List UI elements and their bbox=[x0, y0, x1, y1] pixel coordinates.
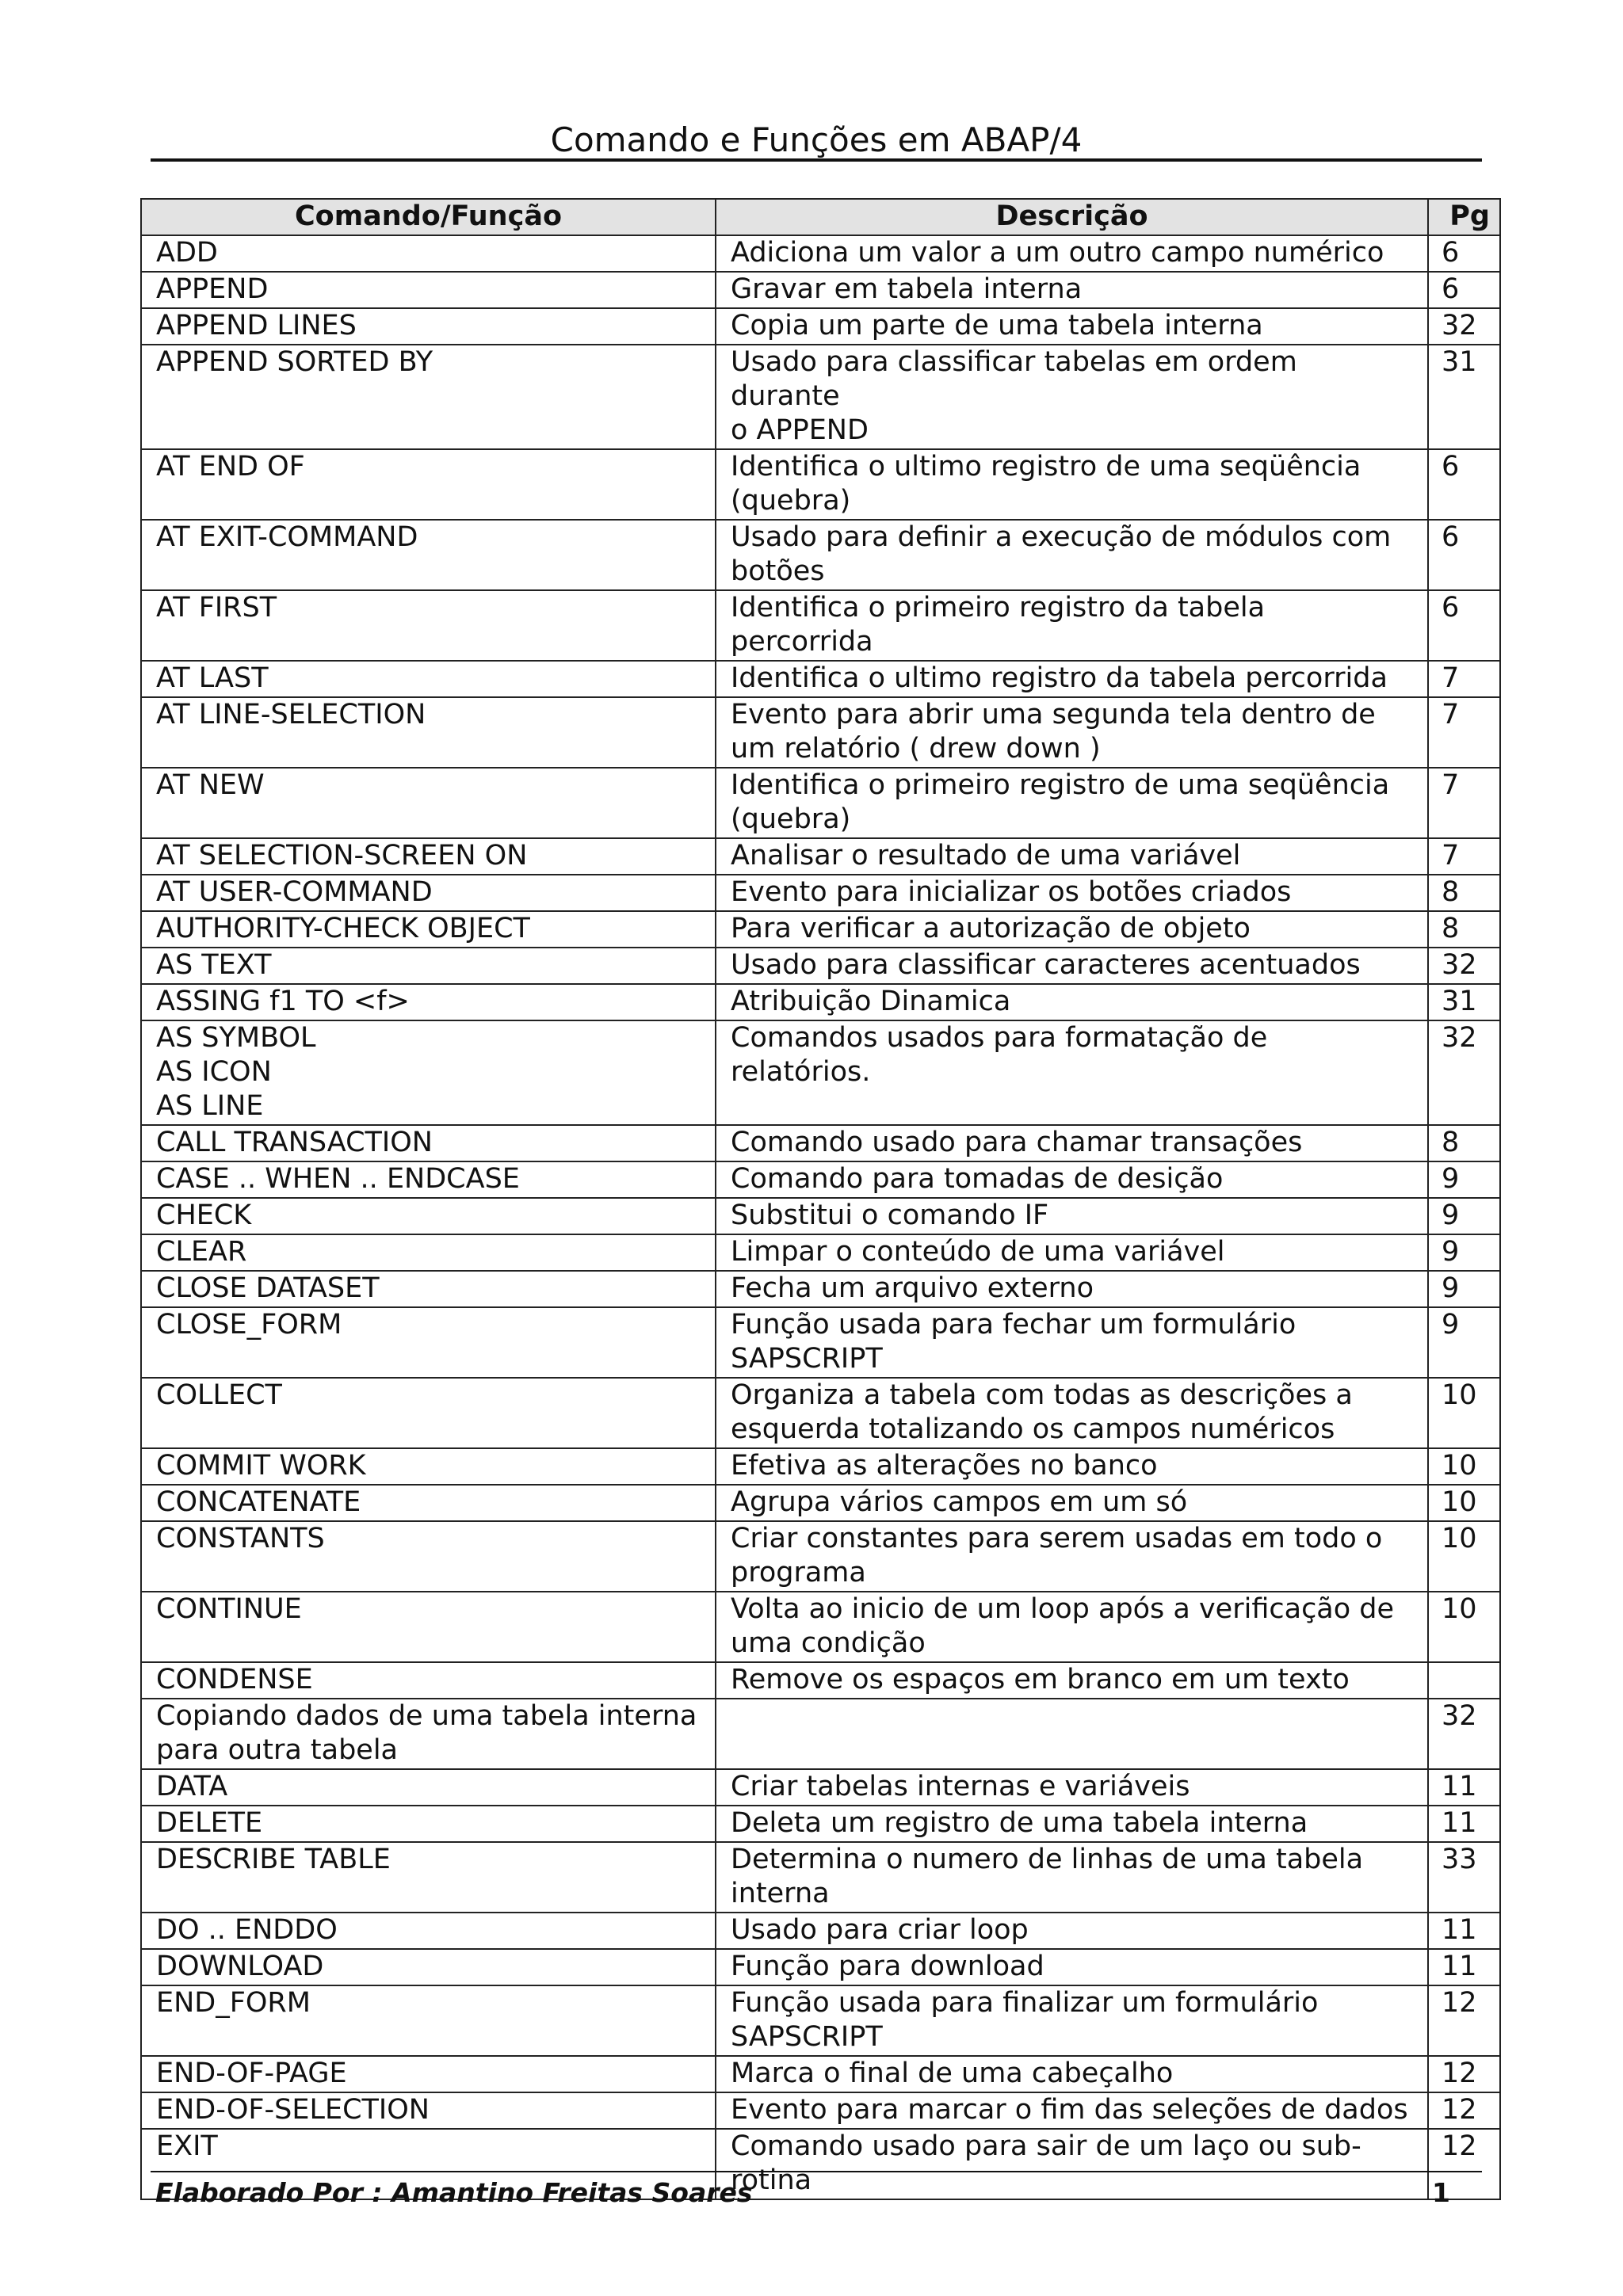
description-text: Organiza a tabela com todas as descrições a bbox=[731, 1379, 1353, 1411]
table-row bbox=[141, 1913, 1500, 1949]
description-text: Evento para inicializar os botões criados bbox=[731, 876, 1292, 908]
description-text: Analisar o resultado de uma variável bbox=[731, 840, 1241, 871]
description-cell bbox=[716, 661, 1428, 697]
table-row bbox=[141, 875, 1500, 911]
page-cell bbox=[1428, 1806, 1500, 1842]
table-header-row bbox=[141, 199, 1500, 235]
page-cell bbox=[1428, 984, 1500, 1020]
description-cell bbox=[716, 1234, 1428, 1271]
page-number: 6 bbox=[1442, 273, 1460, 305]
commands-table bbox=[140, 198, 1501, 2200]
description-cell bbox=[716, 345, 1428, 449]
page-cell bbox=[1428, 2092, 1500, 2129]
command-cell bbox=[141, 235, 716, 272]
page-cell bbox=[1428, 1378, 1500, 1448]
description-text: Identifica o ultimo registro da tabela percorrida bbox=[731, 662, 1388, 694]
description-text: rotina bbox=[731, 2164, 812, 2196]
command-cell bbox=[141, 1592, 716, 1662]
command-text: AT NEW bbox=[156, 769, 265, 801]
command-text: DESCRIBE TABLE bbox=[156, 1844, 391, 1875]
page-cell bbox=[1428, 1769, 1500, 1806]
page-cell bbox=[1428, 948, 1500, 984]
table-row bbox=[141, 1985, 1500, 2056]
command-cell bbox=[141, 1806, 716, 1842]
command-text: AS LINE bbox=[156, 1090, 264, 1122]
table-row bbox=[141, 911, 1500, 948]
description-cell bbox=[716, 1842, 1428, 1913]
description-text: Evento para marcar o fim das seleções de dados bbox=[731, 2094, 1408, 2126]
page-cell bbox=[1428, 1234, 1500, 1271]
description-cell bbox=[716, 1985, 1428, 2056]
page-number: 9 bbox=[1442, 1199, 1460, 1231]
description-text: (quebra) bbox=[731, 485, 851, 517]
page-cell bbox=[1428, 1662, 1500, 1699]
description-text: Fecha um arquivo externo bbox=[731, 1272, 1094, 1304]
command-cell bbox=[141, 1448, 716, 1485]
description-text: Identifica o primeiro registro da tabela bbox=[731, 592, 1266, 624]
command-text: para outra tabela bbox=[156, 1734, 399, 1766]
command-cell bbox=[141, 1662, 716, 1699]
table-row bbox=[141, 984, 1500, 1020]
description-text: Usado para definir a execução de módulos com bbox=[731, 521, 1392, 553]
page-cell bbox=[1428, 1985, 1500, 2056]
description-text: Função usada para fechar um formulário bbox=[731, 1309, 1296, 1341]
page-number: 6 bbox=[1442, 521, 1460, 553]
description-text: o APPEND bbox=[731, 414, 869, 446]
command-text: AT SELECTION-SCREEN ON bbox=[156, 840, 528, 871]
command-text: CONTINUE bbox=[156, 1593, 302, 1625]
page-cell bbox=[1428, 1592, 1500, 1662]
footer-author: Elaborado Por : Amantino Freitas Soares bbox=[155, 2177, 753, 2208]
table-row bbox=[141, 1769, 1500, 1806]
table-row bbox=[141, 1020, 1500, 1125]
page-cell bbox=[1428, 449, 1500, 520]
page-number: 10 bbox=[1442, 1523, 1477, 1554]
table-row bbox=[141, 768, 1500, 838]
description-cell bbox=[716, 875, 1428, 911]
description-text: botões bbox=[731, 555, 825, 587]
page-cell bbox=[1428, 661, 1500, 697]
description-cell bbox=[716, 2092, 1428, 2129]
page-cell bbox=[1428, 1198, 1500, 1234]
page-cell bbox=[1428, 235, 1500, 272]
description-text: SAPSCRIPT bbox=[731, 2021, 883, 2053]
description-text: Volta ao inicio de um loop após a verificação de bbox=[731, 1593, 1395, 1625]
description-text: esquerda totalizando os campos numéricos bbox=[731, 1413, 1335, 1445]
page-number: 32 bbox=[1442, 949, 1477, 981]
table-row bbox=[141, 1271, 1500, 1307]
description-text: Usado para criar loop bbox=[731, 1914, 1029, 1946]
command-text: APPEND LINES bbox=[156, 310, 357, 341]
table-row bbox=[141, 661, 1500, 697]
command-text: COMMIT WORK bbox=[156, 1450, 366, 1482]
command-cell bbox=[141, 520, 716, 590]
command-text: AT LINE-SELECTION bbox=[156, 699, 426, 730]
command-cell bbox=[141, 661, 716, 697]
description-cell bbox=[716, 308, 1428, 345]
command-cell bbox=[141, 2092, 716, 2129]
description-text: Substitui o comando IF bbox=[731, 1199, 1049, 1231]
table-body bbox=[141, 235, 1500, 2199]
command-cell bbox=[141, 1485, 716, 1521]
description-text: Comando para tomadas de desição bbox=[731, 1163, 1224, 1195]
page-cell bbox=[1428, 1521, 1500, 1592]
command-cell bbox=[141, 697, 716, 768]
page-cell bbox=[1428, 697, 1500, 768]
page-number: 10 bbox=[1442, 1450, 1477, 1482]
table-row bbox=[141, 838, 1500, 875]
command-cell bbox=[141, 1234, 716, 1271]
page-number: 10 bbox=[1442, 1379, 1477, 1411]
page-number: 12 bbox=[1442, 2130, 1477, 2162]
table-row bbox=[141, 1448, 1500, 1485]
description-text: Identifica o ultimo registro de uma seqüência bbox=[731, 451, 1361, 482]
description-text: Copia um parte de uma tabela interna bbox=[731, 310, 1263, 341]
command-cell bbox=[141, 1769, 716, 1806]
description-cell bbox=[716, 449, 1428, 520]
command-text: AUTHORITY-CHECK OBJECT bbox=[156, 913, 530, 944]
table-row bbox=[141, 948, 1500, 984]
command-cell bbox=[141, 1307, 716, 1378]
description-text: Evento para abrir uma segunda tela dentro de bbox=[731, 699, 1376, 730]
table-row bbox=[141, 1592, 1500, 1662]
command-cell bbox=[141, 308, 716, 345]
command-text: COLLECT bbox=[156, 1379, 282, 1411]
description-cell bbox=[716, 235, 1428, 272]
description-cell bbox=[716, 1161, 1428, 1198]
command-cell bbox=[141, 1378, 716, 1448]
command-text: APPEND SORTED BY bbox=[156, 346, 433, 378]
table-row bbox=[141, 308, 1500, 345]
description-text: programa bbox=[731, 1557, 866, 1589]
command-text: AS TEXT bbox=[156, 949, 272, 981]
table-row bbox=[141, 520, 1500, 590]
description-text: Função para download bbox=[731, 1951, 1044, 1982]
description-cell bbox=[716, 1020, 1428, 1125]
page-number: 32 bbox=[1442, 1022, 1477, 1054]
page-number: 12 bbox=[1442, 1987, 1477, 2019]
command-text: AS SYMBOL bbox=[156, 1022, 316, 1054]
description-text: Comandos usados para formatação de relatórios. bbox=[731, 1022, 1268, 1088]
description-cell bbox=[716, 1198, 1428, 1234]
command-cell bbox=[141, 1271, 716, 1307]
page-number: 7 bbox=[1442, 769, 1460, 801]
command-cell bbox=[141, 948, 716, 984]
description-cell bbox=[716, 2056, 1428, 2092]
table-row bbox=[141, 1949, 1500, 1985]
page-cell bbox=[1428, 590, 1500, 661]
table-row bbox=[141, 1161, 1500, 1198]
page-number: 6 bbox=[1442, 451, 1460, 482]
description-text: Comando usado para sair de um laço ou sub- bbox=[731, 2130, 1361, 2162]
page-cell bbox=[1428, 768, 1500, 838]
description-text: Adiciona um valor a um outro campo numérico bbox=[731, 237, 1384, 269]
page-number: 11 bbox=[1442, 1951, 1477, 1982]
command-text: APPEND bbox=[156, 273, 269, 305]
description-text: (quebra) bbox=[731, 803, 851, 835]
page-number: 33 bbox=[1442, 1844, 1477, 1875]
page-cell bbox=[1428, 1125, 1500, 1161]
description-cell bbox=[716, 590, 1428, 661]
page-number: 31 bbox=[1442, 986, 1477, 1017]
command-text: AT LAST bbox=[156, 662, 269, 694]
page-cell bbox=[1428, 1485, 1500, 1521]
column-header-page: Pg bbox=[1428, 199, 1500, 235]
description-cell bbox=[716, 984, 1428, 1020]
page-number: 9 bbox=[1442, 1272, 1460, 1304]
command-cell bbox=[141, 1198, 716, 1234]
command-cell bbox=[141, 1125, 716, 1161]
table-row bbox=[141, 235, 1500, 272]
description-text: Marca o final de uma cabeçalho bbox=[731, 2058, 1174, 2089]
command-text: AS ICON bbox=[156, 1056, 272, 1088]
description-cell bbox=[716, 1592, 1428, 1662]
page-title: Comando e Funções em ABAP/4 bbox=[550, 120, 1083, 159]
command-text: DELETE bbox=[156, 1807, 263, 1839]
command-cell bbox=[141, 838, 716, 875]
command-cell bbox=[141, 590, 716, 661]
footer-rule bbox=[151, 2171, 1482, 2172]
table-row bbox=[141, 449, 1500, 520]
table-row bbox=[141, 1485, 1500, 1521]
table-row bbox=[141, 1699, 1500, 1769]
page-cell bbox=[1428, 520, 1500, 590]
command-cell bbox=[141, 1913, 716, 1949]
description-text: interna bbox=[731, 1878, 830, 1909]
description-cell bbox=[716, 2129, 1428, 2199]
table-row bbox=[141, 697, 1500, 768]
description-text: Comando usado para chamar transações bbox=[731, 1127, 1303, 1158]
page-number: 9 bbox=[1442, 1236, 1460, 1268]
command-cell bbox=[141, 1699, 716, 1769]
command-cell bbox=[141, 911, 716, 948]
command-cell bbox=[141, 345, 716, 449]
page-number: 31 bbox=[1442, 346, 1477, 378]
command-cell bbox=[141, 2056, 716, 2092]
page-number: 8 bbox=[1442, 1127, 1460, 1158]
table-row bbox=[141, 345, 1500, 449]
page-cell bbox=[1428, 911, 1500, 948]
description-cell bbox=[716, 948, 1428, 984]
command-text: END-OF-PAGE bbox=[156, 2058, 347, 2089]
page-number: 32 bbox=[1442, 1700, 1477, 1732]
table-row bbox=[141, 1198, 1500, 1234]
description-text: percorrida bbox=[731, 626, 873, 658]
page-number: 7 bbox=[1442, 662, 1460, 694]
description-cell bbox=[716, 1271, 1428, 1307]
command-cell bbox=[141, 1842, 716, 1913]
page-cell bbox=[1428, 1949, 1500, 1985]
command-cell bbox=[141, 449, 716, 520]
table-row bbox=[141, 1307, 1500, 1378]
description-cell bbox=[716, 1949, 1428, 1985]
command-text: ASSING f1 TO <f> bbox=[156, 986, 410, 1017]
header-rule bbox=[151, 158, 1482, 162]
page-number: 12 bbox=[1442, 2094, 1477, 2126]
command-cell bbox=[141, 1161, 716, 1198]
description-cell bbox=[716, 838, 1428, 875]
description-cell bbox=[716, 697, 1428, 768]
description-text: Determina o numero de linhas de uma tabela bbox=[731, 1844, 1364, 1875]
command-text: CLOSE_FORM bbox=[156, 1309, 342, 1341]
description-cell bbox=[716, 1125, 1428, 1161]
table-row bbox=[141, 1378, 1500, 1448]
command-text: CONCATENATE bbox=[156, 1486, 361, 1518]
description-cell bbox=[716, 911, 1428, 948]
command-text: CHECK bbox=[156, 1199, 252, 1231]
description-cell bbox=[716, 1307, 1428, 1378]
page-number: 32 bbox=[1442, 310, 1477, 341]
description-text: Função usada para finalizar um formulário bbox=[731, 1987, 1319, 2019]
description-text: Deleta um registro de uma tabela interna bbox=[731, 1807, 1308, 1839]
command-text: AT FIRST bbox=[156, 592, 277, 624]
page-number: 11 bbox=[1442, 1771, 1477, 1802]
page-cell bbox=[1428, 1699, 1500, 1769]
command-text: AT EXIT-COMMAND bbox=[156, 521, 418, 553]
command-text: DATA bbox=[156, 1771, 228, 1802]
table-row bbox=[141, 1842, 1500, 1913]
footer-page-number: 1 bbox=[1432, 2177, 1450, 2208]
description-cell bbox=[716, 520, 1428, 590]
page-number: 8 bbox=[1442, 913, 1460, 944]
description-cell bbox=[716, 1913, 1428, 1949]
page-cell bbox=[1428, 1020, 1500, 1125]
description-text: Atribuição Dinamica bbox=[731, 986, 1011, 1017]
page-cell bbox=[1428, 272, 1500, 308]
command-text: AT USER-COMMAND bbox=[156, 876, 433, 908]
description-text: Agrupa vários campos em um só bbox=[731, 1486, 1188, 1518]
page-cell bbox=[1428, 1271, 1500, 1307]
description-cell bbox=[716, 768, 1428, 838]
command-cell bbox=[141, 1949, 716, 1985]
description-cell bbox=[716, 1769, 1428, 1806]
command-text: CONDENSE bbox=[156, 1664, 313, 1695]
command-text: CLEAR bbox=[156, 1236, 247, 1268]
description-text: Identifica o primeiro registro de uma seqüência bbox=[731, 769, 1390, 801]
description-text: Limpar o conteúdo de uma variável bbox=[731, 1236, 1225, 1268]
command-text: END-OF-SELECTION bbox=[156, 2094, 430, 2126]
column-header-command: Comando/Função bbox=[141, 199, 716, 235]
page-cell bbox=[1428, 875, 1500, 911]
page-cell bbox=[1428, 838, 1500, 875]
description-text: Usado para classificar tabelas em ordem durante bbox=[731, 346, 1297, 412]
table-row bbox=[141, 590, 1500, 661]
page-cell bbox=[1428, 2056, 1500, 2092]
page-number: 11 bbox=[1442, 1914, 1477, 1946]
description-cell bbox=[716, 1806, 1428, 1842]
command-text: EXIT bbox=[156, 2130, 218, 2162]
table-row bbox=[141, 1521, 1500, 1592]
description-cell bbox=[716, 1378, 1428, 1448]
description-text: Criar tabelas internas e variáveis bbox=[731, 1771, 1190, 1802]
description-cell bbox=[716, 1485, 1428, 1521]
command-text: CONSTANTS bbox=[156, 1523, 325, 1554]
page-number: 8 bbox=[1442, 876, 1460, 908]
description-cell bbox=[716, 1699, 1428, 1769]
page-cell bbox=[1428, 1842, 1500, 1913]
column-header-description: Descrição bbox=[716, 199, 1428, 235]
command-cell bbox=[141, 1985, 716, 2056]
command-cell bbox=[141, 984, 716, 1020]
command-cell bbox=[141, 768, 716, 838]
description-cell bbox=[716, 1662, 1428, 1699]
page-number: 7 bbox=[1442, 699, 1460, 730]
page-number: 10 bbox=[1442, 1486, 1477, 1518]
page-number: 9 bbox=[1442, 1309, 1460, 1341]
table-row bbox=[141, 1806, 1500, 1842]
command-text: ADD bbox=[156, 237, 218, 269]
page-cell bbox=[1428, 308, 1500, 345]
table-row bbox=[141, 1125, 1500, 1161]
description-text: uma condição bbox=[731, 1627, 926, 1659]
command-cell bbox=[141, 272, 716, 308]
command-text: Copiando dados de uma tabela interna bbox=[156, 1700, 697, 1732]
page-cell bbox=[1428, 1913, 1500, 1949]
page-number: 7 bbox=[1442, 840, 1460, 871]
description-text: Para verificar a autorização de objeto bbox=[731, 913, 1251, 944]
command-text: CASE .. WHEN .. ENDCASE bbox=[156, 1163, 520, 1195]
description-cell bbox=[716, 272, 1428, 308]
page-cell bbox=[1428, 1448, 1500, 1485]
command-cell bbox=[141, 1020, 716, 1125]
page-cell bbox=[1428, 345, 1500, 449]
command-text: END_FORM bbox=[156, 1987, 311, 2019]
table-row bbox=[141, 2092, 1500, 2129]
page-number: 6 bbox=[1442, 592, 1460, 624]
page-number: 11 bbox=[1442, 1807, 1477, 1839]
command-cell bbox=[141, 875, 716, 911]
description-text: Remove os espaços em branco em um texto bbox=[731, 1664, 1350, 1695]
table-row bbox=[141, 272, 1500, 308]
command-cell bbox=[141, 1521, 716, 1592]
page-number: 12 bbox=[1442, 2058, 1477, 2089]
description-text: Efetiva as alterações no banco bbox=[731, 1450, 1158, 1482]
description-cell bbox=[716, 1521, 1428, 1592]
page-cell bbox=[1428, 1307, 1500, 1378]
page-number: 9 bbox=[1442, 1163, 1460, 1195]
table-row bbox=[141, 1662, 1500, 1699]
description-text: Usado para classificar caracteres acentuados bbox=[731, 949, 1361, 981]
table-row bbox=[141, 2056, 1500, 2092]
command-text: DO .. ENDDO bbox=[156, 1914, 338, 1946]
page-number: 6 bbox=[1442, 237, 1460, 269]
description-cell bbox=[716, 1448, 1428, 1485]
table-row bbox=[141, 1234, 1500, 1271]
description-text: Gravar em tabela interna bbox=[731, 273, 1083, 305]
page-cell bbox=[1428, 1161, 1500, 1198]
command-text: CALL TRANSACTION bbox=[156, 1127, 433, 1158]
description-text: um relatório ( drew down ) bbox=[731, 733, 1101, 765]
command-text: AT END OF bbox=[156, 451, 305, 482]
command-text: DOWNLOAD bbox=[156, 1951, 324, 1982]
description-text: SAPSCRIPT bbox=[731, 1343, 883, 1375]
description-text: Criar constantes para serem usadas em todo o bbox=[731, 1523, 1383, 1554]
command-text: CLOSE DATASET bbox=[156, 1272, 380, 1304]
page-number: 10 bbox=[1442, 1593, 1477, 1625]
